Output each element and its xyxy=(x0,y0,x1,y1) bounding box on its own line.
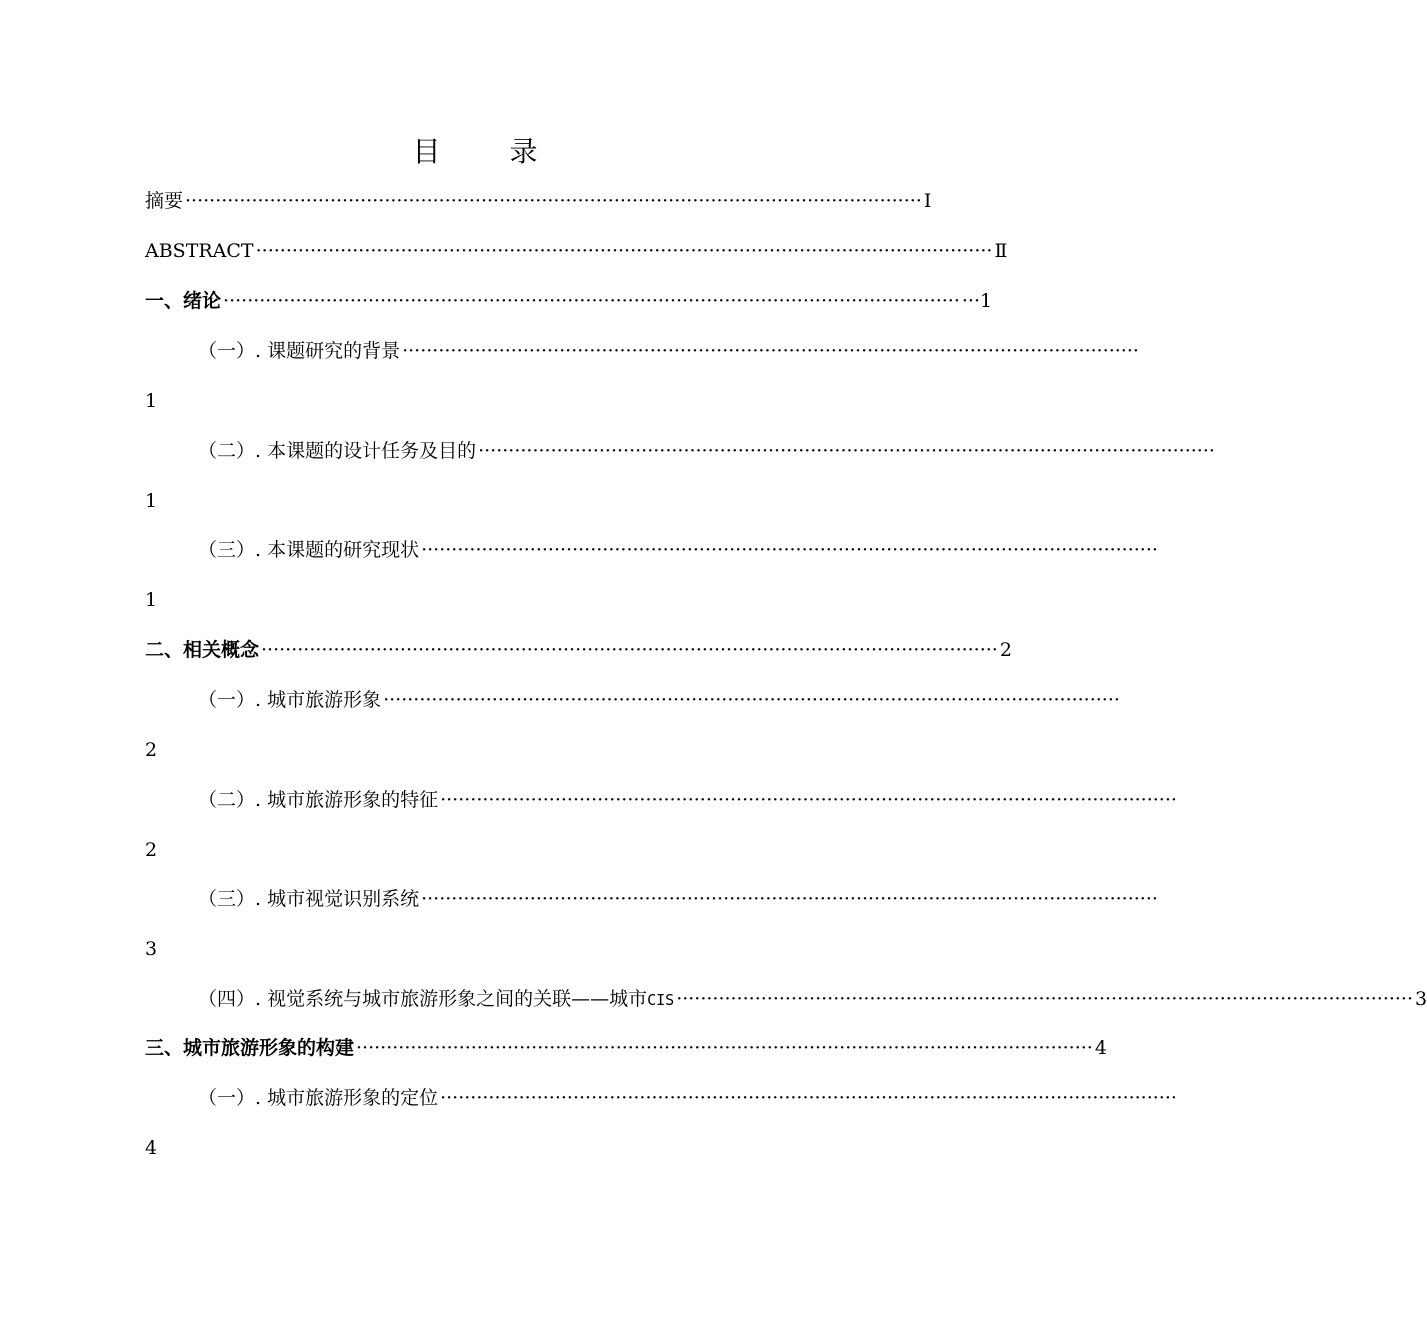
toc-entry-text: 三、城市旅游形象的构建 xyxy=(145,1037,355,1059)
toc-entry-abstract-cn[interactable] xyxy=(145,186,932,216)
toc-entry-text: （三）. 城市视觉识别系统 xyxy=(198,888,420,910)
toc-page-number: 4 xyxy=(145,1137,158,1159)
toc-entry-1-2[interactable] xyxy=(198,436,1215,466)
toc-entry-2-3[interactable] xyxy=(198,884,1158,914)
toc-entry-abstract-en[interactable] xyxy=(145,236,1008,266)
toc-entry-1-3[interactable] xyxy=(198,535,1158,565)
toc-entry-suffix: CIS xyxy=(647,991,675,1009)
toc-entry-3-1[interactable] xyxy=(198,1083,1177,1113)
toc-page-number: 2 xyxy=(145,739,158,761)
leader-dots: ·························································································································· xyxy=(261,639,998,661)
toc-chapter-number: 一、 xyxy=(145,290,184,312)
leader-dots: ·························································································································· xyxy=(421,888,1158,910)
toc-entry-text: （一）. 课题研究的背景 xyxy=(198,340,401,362)
leader-dots: ·························································································································· xyxy=(223,290,960,312)
leader-dots: ·························································································································· xyxy=(383,689,1120,711)
toc-entry-1-1[interactable] xyxy=(198,336,1139,366)
toc-entry-chapter-1[interactable] xyxy=(145,286,993,316)
toc-page-number: Ⅰ xyxy=(923,190,932,212)
toc-entry-chapter-3[interactable] xyxy=(145,1033,1107,1063)
leader-dots: ·························································································································· xyxy=(478,440,1215,462)
toc-page-number: 3 xyxy=(1415,988,1427,1010)
toc-entry-text: ABSTRACT xyxy=(145,240,254,262)
toc-entry-2-1[interactable] xyxy=(198,685,1120,715)
toc-page-number: Ⅱ xyxy=(994,240,1008,262)
toc-entry-text: 绪论 xyxy=(183,290,222,312)
toc-page-number: 1 xyxy=(145,490,158,512)
toc-entry-2-4[interactable] xyxy=(198,984,1427,1014)
leader-dots: ·························································································································· xyxy=(676,988,1414,1010)
leader-dots: ·························································································································· xyxy=(440,789,1177,811)
toc-entry-text: （二）. 本课题的设计任务及目的 xyxy=(198,440,477,462)
toc-entry-chapter-2[interactable] xyxy=(145,635,1012,665)
toc-entry-text: （一）. 城市旅游形象 xyxy=(198,689,382,711)
toc-page-number: 1 xyxy=(145,390,158,412)
leader-dots: ·························································································································· xyxy=(185,190,922,212)
toc-entry-text: （三）. 本课题的研究现状 xyxy=(198,539,420,561)
toc-page-number: 3 xyxy=(145,938,158,960)
toc-entry-text: （一）. 城市旅游形象的定位 xyxy=(198,1087,439,1109)
toc-page-number: 2 xyxy=(145,839,158,861)
toc-page-number: 4 xyxy=(1094,1037,1107,1059)
leader-dots: ·························································································································· xyxy=(255,240,993,262)
leader-dots: ·························································································································· xyxy=(421,539,1158,561)
toc-entry-2-2[interactable] xyxy=(198,785,1177,815)
toc-entry-text: （二）. 城市旅游形象的特征 xyxy=(198,789,439,811)
toc-page-number: 2 xyxy=(999,639,1012,661)
toc-page-number: ···1 xyxy=(961,290,993,312)
toc-title: 目 录 xyxy=(412,135,568,168)
toc-entry-text: 摘要 xyxy=(145,190,184,212)
toc-entry-text: 二、相关概念 xyxy=(145,639,260,661)
toc-page-number: 1 xyxy=(145,589,158,611)
leader-dots: ·························································································································· xyxy=(356,1037,1093,1059)
toc-entry-text: （四）. 视觉系统与城市旅游形象之间的关联——城市 xyxy=(198,988,648,1010)
leader-dots: ·························································································································· xyxy=(440,1087,1177,1109)
leader-dots: ·························································································································· xyxy=(402,340,1139,362)
